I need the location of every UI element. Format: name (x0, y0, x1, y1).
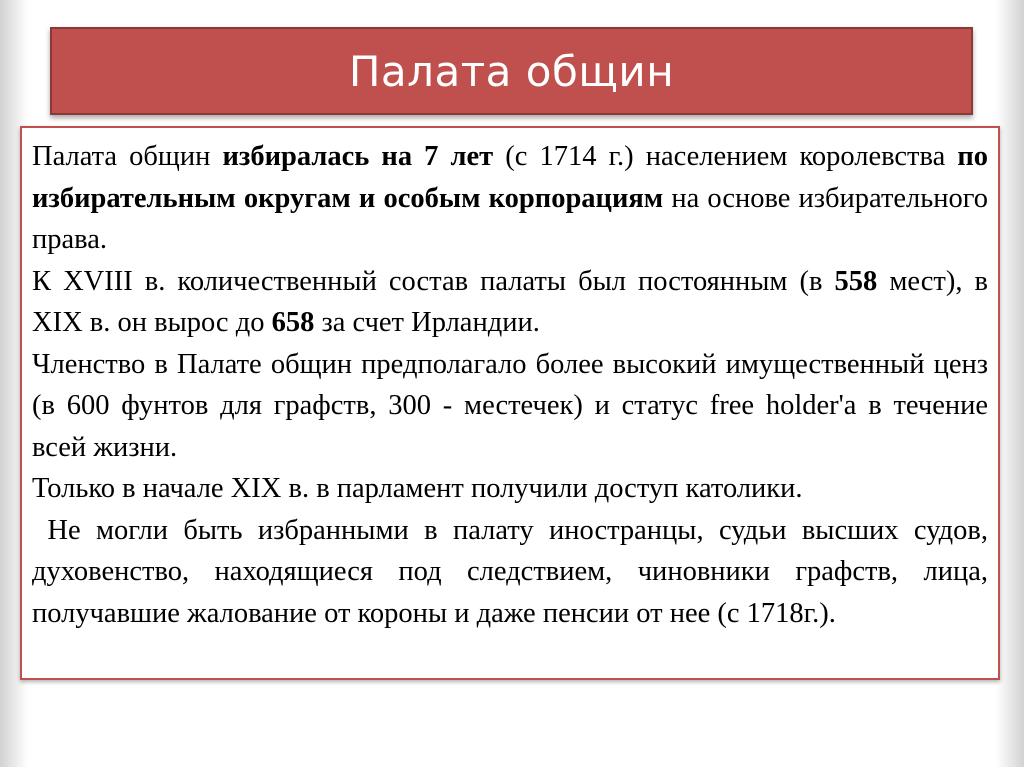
text-segment: мест), в XIX в. он вырос до (32, 265, 989, 338)
text-segment: Членство в Палате общин предполагало более высокий имущественный ценз (в 600 фунтов для графств, 300 - местечек) и статус free holder'a в течение всей жизни. (32, 348, 988, 463)
paragraph-membership (32, 344, 988, 469)
text-segment: (с 1714 г.) населением королевства (493, 141, 958, 172)
text-segment-bold: по избирательным округам и особым корпорациям (32, 141, 988, 214)
paragraph-catholics (32, 468, 988, 510)
slide-title: Палата общин (348, 46, 675, 96)
text-segment-bold: 558 (834, 265, 878, 297)
text-segment-bold: избиралась на 7 лет (222, 141, 494, 172)
content-box (20, 126, 1000, 680)
text-segment: за счет Ирландии. (314, 307, 540, 338)
text-segment: К XVIII в. количественный состав палаты был постоянным (в (32, 265, 835, 297)
paragraph-composition (32, 261, 988, 344)
text-segment: Не могли быть избранными в палату иностранцы, судьи высших судов, духовенство, находящиеся под следствием, чиновники графств, лица, получавшие жалование от короны и даже пенсии от нее (с 1718г.). (32, 514, 996, 629)
text-segment: на основе избирательного права. (32, 182, 989, 255)
text-segment: Только в начале XIX в. в парламент получили доступ католики. (32, 473, 803, 504)
text-segment: Палата общин (32, 141, 223, 172)
title-banner (50, 27, 973, 115)
paragraph-election (32, 136, 988, 261)
right-edge-shadow (996, 0, 1024, 767)
text-segment-bold: 658 (271, 307, 315, 338)
paragraph-restrictions (32, 510, 996, 635)
